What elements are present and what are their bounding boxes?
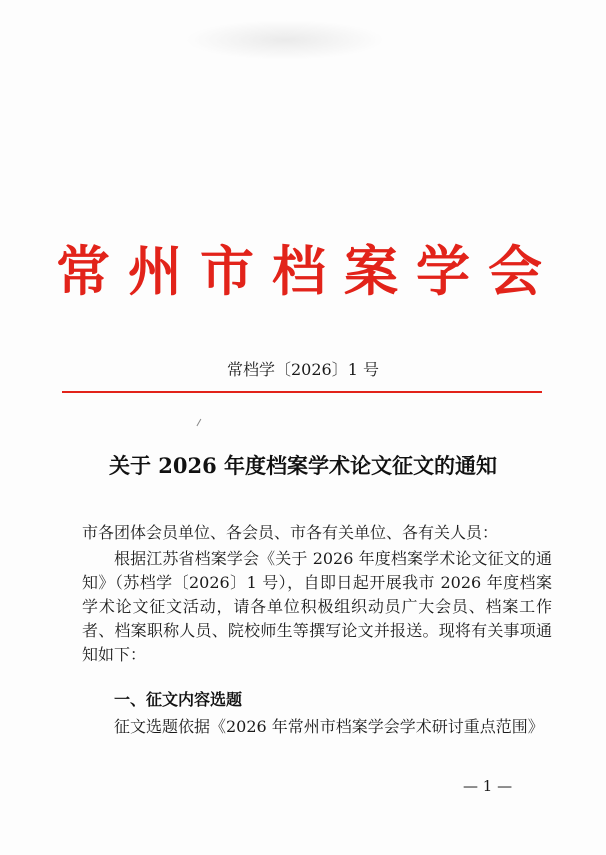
salutation: 市各团体会员单位、各会员、市各有关单位、各有关人员： xyxy=(82,523,499,542)
pen-mark xyxy=(196,419,206,429)
scan-smudge xyxy=(185,20,385,60)
body-paragraph-2: 征文选题依据《2026 年常州市档案学会学术研讨重点范围》 xyxy=(114,717,544,736)
document-number: 常档学〔2026〕1 号 xyxy=(227,360,379,379)
org-letterhead: 常州市档案学会 xyxy=(56,239,560,303)
red-divider-line xyxy=(62,391,542,393)
body-paragraph-1: 根据江苏省档案学会《关于 2026 年度档案学术论文征文的通知》（苏档学〔2026〕1 号），自即日起开展我市 2026 年度档案学术论文征文活动，请各单位积极组织动员广大会员、档案工作者、档案职称人员、院校师生等撰写论文并报送。现将有关事项通知如下： xyxy=(82,549,552,664)
page-number: — 1 — xyxy=(463,777,513,795)
notice-title: 关于 2026 年度档案学术论文征文的通知 xyxy=(108,453,498,478)
section-heading-1: 一、征文内容选题 xyxy=(114,690,243,709)
